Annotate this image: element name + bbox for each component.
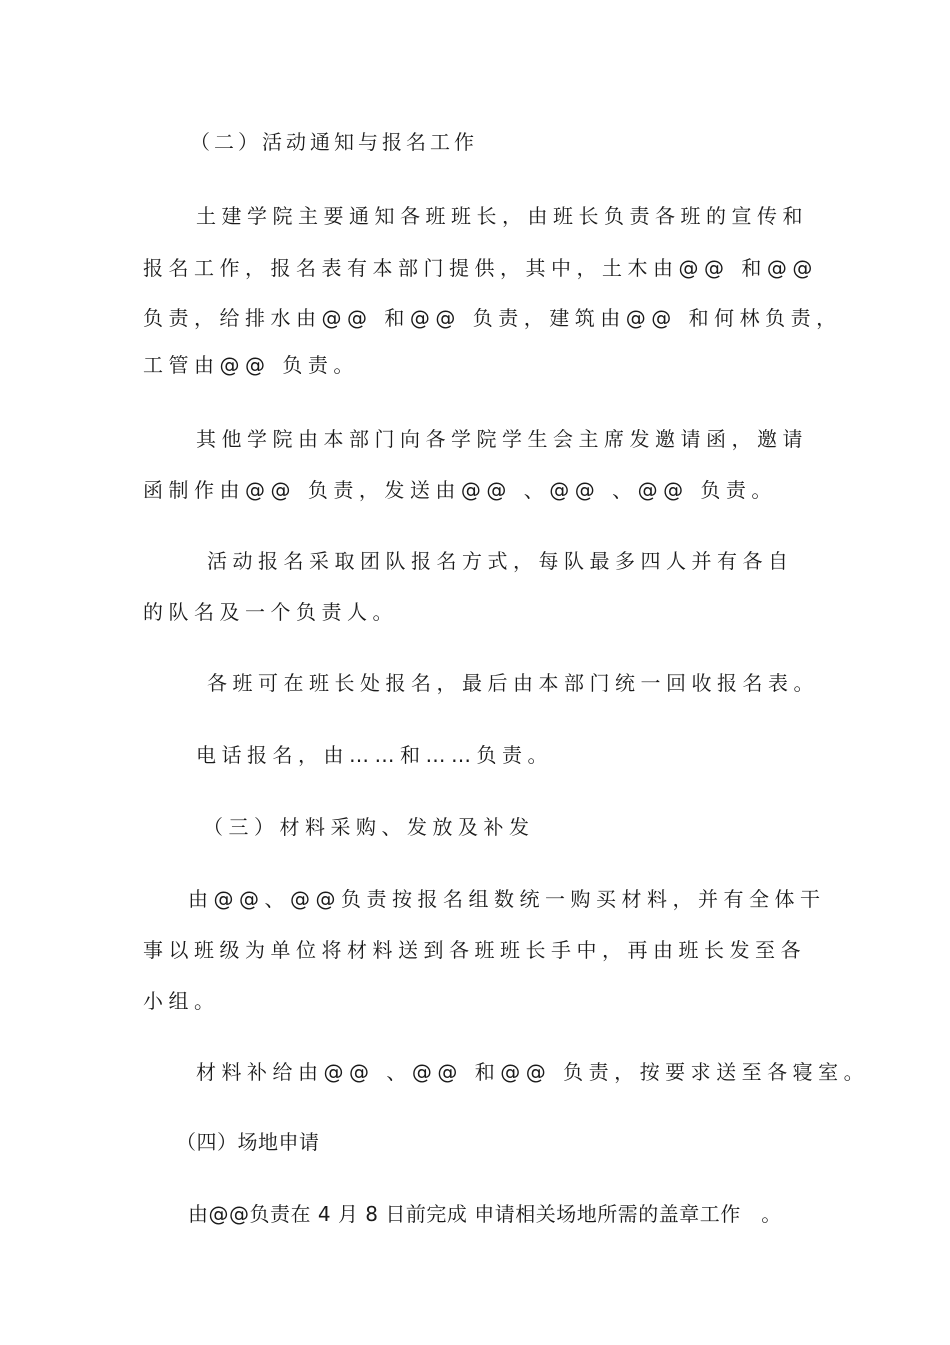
section-heading-3: （三）材料采购、发放及补发 — [203, 815, 535, 839]
paragraph-line: 土建学院主要通知各班班长，由班长负责各班的宣传和 — [196, 204, 808, 228]
paragraph-line: 函制作由@@ 负责，发送由@@ 、@@ 、@@ 负责。 — [143, 478, 777, 502]
paragraph-line: 活动报名采取团队报名方式，每队最多四人并有各自 — [207, 549, 794, 573]
paragraph-line: 各班可在班长处报名，最后由本部门统一回收报名表。 — [207, 671, 819, 695]
paragraph-line: 小组。 — [143, 989, 220, 1013]
paragraph-line: 电话报名，由……和……负责。 — [196, 743, 553, 767]
paragraph-line: 事以班级为单位将材料送到各班班长手中，再由班长发至各 — [143, 938, 806, 962]
paragraph-line: 工管由@@ 负责。 — [143, 353, 359, 377]
paragraph-line: 材料补给由@@ 、@@ 和@@ 负责，按要求送至各寝室。 — [196, 1060, 870, 1084]
paragraph-line: 负责，给排水由@@ 和@@ 负责，建筑由@@ 和何林负责， — [143, 306, 842, 330]
paragraph-line: 由@@、@@负责按报名组数统一购买材料，并有全体干 — [188, 887, 826, 911]
paragraph-line: 由@@负责在 4 月 8 日前完成 申请相关场地所需的盖章工作 。 — [188, 1202, 782, 1226]
section-heading-4: （四）场地申请 — [176, 1130, 320, 1154]
section-heading-2: （二）活动通知与报名工作 — [190, 130, 478, 154]
paragraph-line: 的队名及一个负责人。 — [143, 600, 398, 624]
paragraph-line: 报名工作，报名表有本部门提供，其中，土木由@@ 和@@ — [143, 256, 818, 280]
paragraph-line: 其他学院由本部门向各学院学生会主席发邀请函，邀请 — [196, 427, 808, 451]
